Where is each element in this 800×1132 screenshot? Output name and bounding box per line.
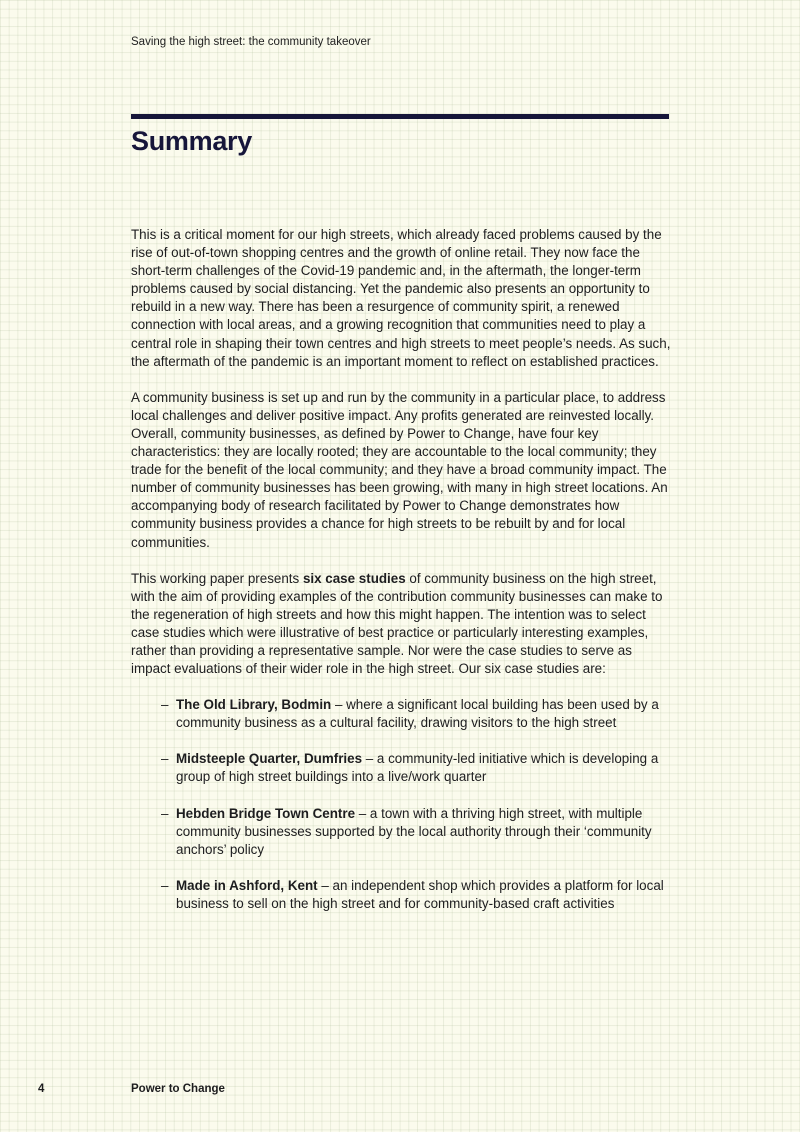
case-study-description: – a community-led initiative which is developing a group of high street buildings into a live/work quarter [176,751,659,785]
list-dash: – [161,751,169,767]
case-study-name: The Old Library, Bodmin [176,697,332,713]
paragraph-text: of community business on the high street, with the aim of providing examples of the contribution community businesses can make to the regeneration of high streets and how this might happen. The intention was to select case studies which were illustrative of best practice or particularly interesting examples, rather than providing a representative sample. Nor were the case studies to serve as impact evaluations of their wider role in the high street. Our six case studies are: [131,570,663,677]
section-rule [131,114,669,119]
page-number: 4 [38,1083,45,1095]
case-study-name: Made in Ashford, Kent [176,877,318,893]
body-text [131,226,671,931]
emphasis-six-case-studies: six case studies [302,570,406,586]
paragraph-intro: This is a critical moment for our high streets, which already faced problems caused by the rise of out-of-town shopping centres and the growth of online retail. They now face the short-term challenges of the Covid-19 pandemic and, in the aftermath, the longer-term problems caused by social distancing. Yet the pandemic also presents an opportunity to rebuild in a new way. There has been a resurgence of community spirit, a renewed connection with local areas, and a growing recognition that communities need to play a central role in shaping their town centres and high streets to meet people’s needs. As such, the aftermath of the pandemic is an important moment to reflect on established practices. [131,227,671,369]
case-study-description: – a town with a thriving high street, with multiple community businesses supported by the local authority through their ‘community anchors’ policy [176,805,652,857]
paragraph-community-business: A community business is set up and run by the community in a particular place, to address local challenges and deliver positive impact. Any profits generated are reinvested locally. Overall, community businesses, as defined by Power to Change, have four key characteristics: they are locally rooted; they are accountable to the local community; they trade for the benefit of the local community; and they have a broad community impact. The number of community businesses has been growing, with many in high street locations. An accompanying body of research facilitated by Power to Change demonstrates how community business provides a chance for high streets to be rebuilt by and for local communities. [131,389,668,550]
list-item [161,805,671,859]
list-item [161,877,671,913]
paragraph-working-paper [131,570,671,679]
case-study-description: – where a significant local building has been used by a community business as a cultural facility, drawing visitors to the high street [176,697,659,731]
list-dash: – [161,805,169,821]
list-item [161,750,671,786]
section-title: Summary [131,126,252,156]
paragraph-text: This working paper presents [131,570,303,586]
list-item [161,696,671,732]
case-study-list [131,696,671,913]
case-study-name: Hebden Bridge Town Centre [176,805,356,821]
footer-brand: Power to Change [131,1083,225,1095]
running-header: Saving the high street: the community takeover [131,36,371,48]
case-study-description: – an independent shop which provides a platform for local business to sell on the high street and for community-based craft activities [176,877,664,911]
list-dash: – [161,697,169,713]
case-study-name: Midsteeple Quarter, Dumfries [176,751,363,767]
list-dash: – [161,877,169,893]
